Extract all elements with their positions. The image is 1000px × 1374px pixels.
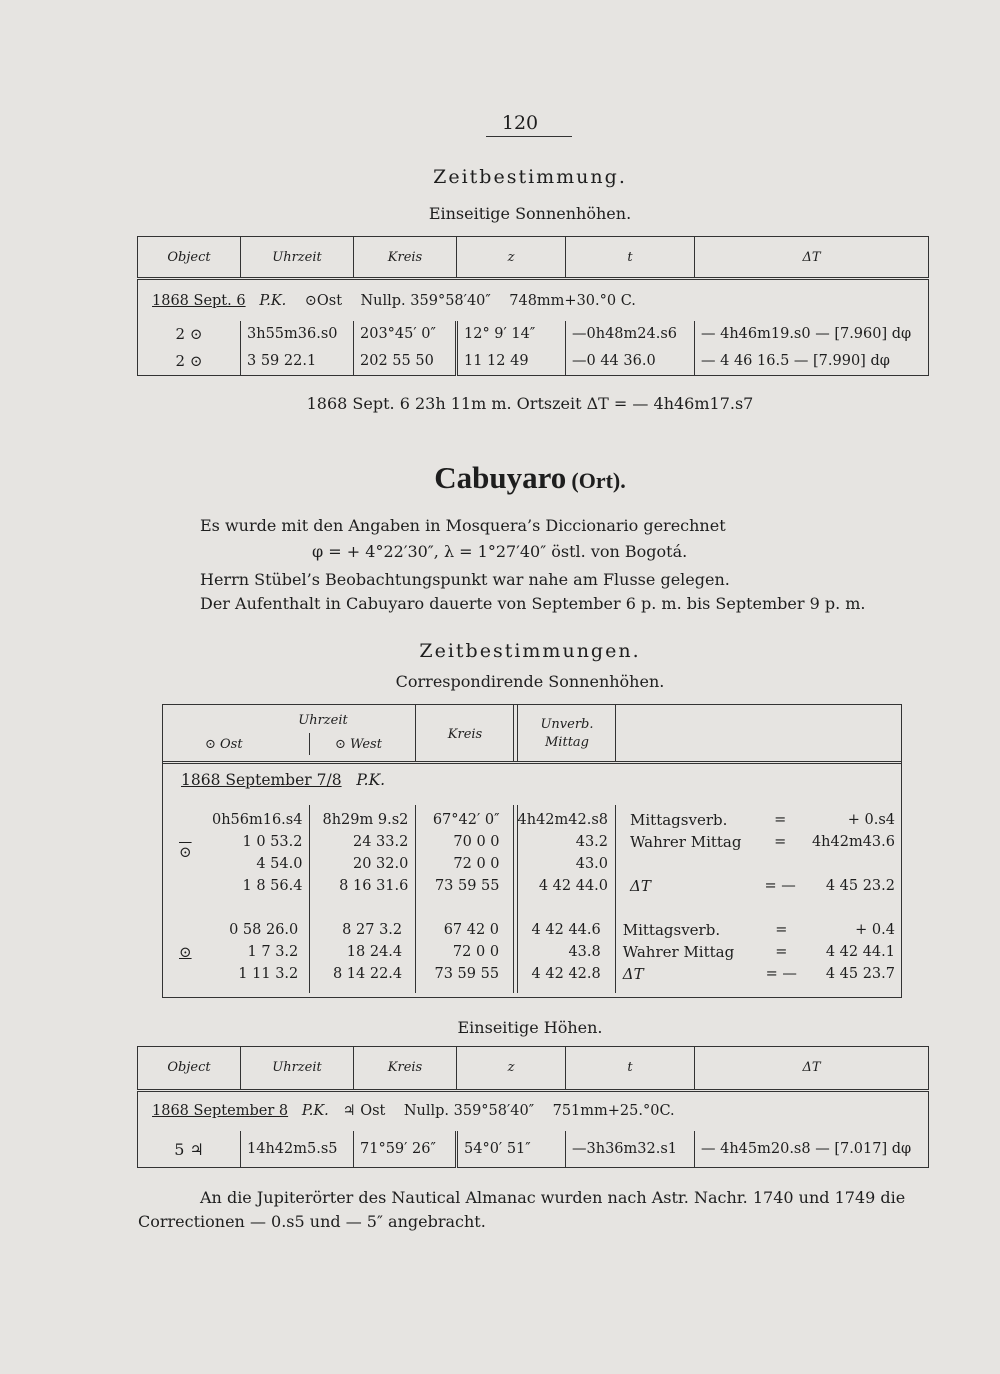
cell-value: 4 42 44.1	[825, 944, 895, 960]
cell-t: —0h48m24.s6	[566, 321, 695, 347]
page-number: 120	[501, 112, 539, 134]
s3-unverb-header: Unverb.	[540, 717, 594, 732]
cell-kreis: 73 59 55	[434, 878, 500, 894]
table-row	[203, 809, 901, 831]
cell-eq: =	[775, 922, 788, 938]
cell-eq: =	[774, 834, 787, 850]
cell-value: + 0.s4	[847, 812, 895, 828]
cell-mittag: 43.0	[575, 856, 609, 872]
table-row	[203, 831, 901, 853]
section1-title: Zeitbestimmung.	[433, 166, 627, 188]
cell-value	[806, 853, 901, 875]
col-uhrzeit: Uhrzeit	[241, 1047, 354, 1091]
cell-west: 18 24.4	[346, 944, 403, 960]
cell-eq	[755, 853, 806, 875]
divider	[513, 705, 518, 761]
cell-label: ΔT	[630, 877, 651, 895]
cell-label: ΔT	[622, 965, 644, 983]
cell-dt: — 4h45m20.s8 — [7.017] dφ	[701, 1141, 912, 1158]
s1-kreis-lage: ⊙Ost	[304, 292, 343, 309]
cell-eq: =	[774, 812, 787, 828]
cell-ost: 4 54.0	[256, 856, 303, 872]
s1-instrument: P.K.	[259, 292, 287, 309]
section1-result: 1868 Sept. 6 23h 11m m. Ortszeit ΔT = — 4h46m17.s7	[306, 394, 754, 413]
col-dt: ΔT	[802, 249, 821, 265]
cell-ost: 0 58 26.0	[229, 922, 299, 938]
cell-ost: 0h56m16.s4	[211, 812, 303, 828]
cell-dt: — 4h46m19.s0 — [7.960] dφ	[701, 326, 912, 343]
cell-value: 4h42m43.6	[811, 834, 895, 850]
cell-label: Wahrer Mittag	[630, 833, 742, 851]
table-row	[203, 941, 901, 963]
col-t: t	[566, 1047, 695, 1091]
col-z: z	[457, 237, 566, 279]
table-row	[138, 347, 929, 375]
cell-kreis: 202 55 50	[354, 347, 457, 375]
divider	[615, 705, 616, 761]
section3-table	[162, 704, 902, 998]
cell-z: 12° 9′ 14″	[457, 321, 566, 347]
cell-eq: = —	[765, 966, 797, 982]
cell-mittag: 43.2	[575, 834, 609, 850]
cell-label: Mittagsverb.	[622, 921, 721, 939]
cell-west: 8 14 22.4	[332, 966, 403, 982]
footer-line: Correctionen — 0.s5 und — 5″ angebracht.	[138, 1212, 486, 1231]
cell-kreis: 203°45′ 0″	[354, 321, 457, 347]
cell-value: 4 45 23.2	[825, 878, 895, 894]
section4-table	[137, 1046, 929, 1168]
s4-barometer: 751mm+25.°0C.	[552, 1103, 675, 1120]
cell-eq: = —	[764, 878, 796, 894]
cell-label	[616, 853, 755, 875]
cell-kreis: 72 0 0	[452, 944, 500, 960]
col-z: z	[457, 1047, 566, 1091]
cell-kreis: 73 59 55	[434, 966, 500, 982]
cell-mittag: 43.8	[568, 944, 601, 960]
cell-mittag: 4h42m42.s8	[517, 812, 609, 828]
cell-uhrzeit: 3h55m36.s0	[241, 321, 354, 347]
cell-ost: 1 11 3.2	[238, 966, 299, 982]
text-line: Herrn Stübel’s Beobachtungspunkt war nahe am Flusse gelegen.	[200, 570, 730, 589]
s1-barometer: 748mm+30.°0 C.	[509, 292, 636, 309]
section1-subtitle: Einseitige Sonnenhöhen.	[428, 204, 632, 223]
sun-symbol-lower-limb: ⊙	[179, 943, 192, 961]
table-row	[203, 963, 901, 985]
s4-nullpunkt: Nullp. 359°58′40″	[403, 1103, 535, 1120]
section1-table	[137, 236, 929, 376]
cell-mittag: 4 42 44.6	[531, 922, 601, 938]
cell-object: 2 ⊙	[138, 347, 241, 375]
page-number-rule	[486, 136, 572, 137]
col-object: Object	[138, 1047, 241, 1091]
table-row	[203, 919, 901, 941]
s3-uhrzeit-header: Uhrzeit	[298, 713, 348, 728]
cell-kreis: 67 42 0	[443, 922, 500, 938]
section3-title: Zeitbestimmungen.	[419, 640, 641, 662]
cell-kreis: 71°59′ 26″	[354, 1131, 457, 1167]
cell-mittag: 4 42 42.8	[531, 966, 601, 982]
s3-group2-table	[203, 919, 901, 985]
text-line: φ = + 4°22′30″, λ = 1°27′40″ östl. von Bogotá.	[312, 542, 688, 561]
cell-kreis: 70 0 0	[453, 834, 500, 850]
sun-symbol-upper-limb: ⊙	[179, 843, 192, 861]
cell-t: —0 44 36.0	[566, 347, 695, 375]
cell-ost: 1 8 56.4	[242, 878, 303, 894]
cell-object: 2 ⊙	[138, 321, 241, 347]
table-row	[203, 875, 901, 897]
cell-t: —3h36m32.s1	[566, 1131, 695, 1167]
cell-west: 20 32.0	[353, 856, 409, 872]
s3-ost-header: ⊙ Ost	[205, 737, 243, 752]
cell-west: 8 16 31.6	[339, 878, 409, 894]
s3-date-line	[181, 771, 385, 789]
place-title: Cabuyaro	[434, 460, 567, 495]
table-row	[138, 321, 929, 347]
s3-header	[163, 705, 901, 764]
cell-value: + 0.4	[855, 922, 895, 938]
s4-date: 1868 September 8	[152, 1103, 289, 1120]
s1-date: 1868 Sept. 6	[152, 292, 246, 309]
section3-subtitle: Correspondirende Sonnenhöhen.	[395, 672, 665, 691]
cell-kreis: 72 0 0	[453, 856, 500, 872]
s3-west-header: ⊙ West	[335, 737, 382, 752]
col-uhrzeit: Uhrzeit	[241, 237, 354, 279]
cell-west: 8h29m 9.s2	[322, 812, 409, 828]
cell-ost: 1 0 53.2	[242, 834, 303, 850]
s3-date: 1868 September 7/8	[181, 771, 342, 789]
divider	[309, 733, 310, 755]
text-line: Es wurde mit den Angaben in Mosquera’s Diccionario gerechnet	[200, 516, 726, 535]
cell-mittag: 4 42 44.0	[538, 878, 609, 894]
cell-uhrzeit: 3 59 22.1	[241, 347, 354, 375]
s3-kreis-header: Kreis	[447, 727, 483, 742]
cell-dt: — 4 46 16.5 — [7.990] dφ	[701, 353, 890, 370]
col-dt: ΔT	[802, 1060, 821, 1076]
col-kreis: Kreis	[354, 237, 457, 279]
place-title-suffix: (Ort).	[571, 468, 626, 493]
col-kreis: Kreis	[354, 1047, 457, 1091]
s4-kreis-lage: ♃ Ost	[342, 1103, 386, 1120]
cell-eq: =	[775, 944, 788, 960]
cell-ost: 1 7 3.2	[247, 944, 299, 960]
col-t: t	[566, 237, 695, 279]
cell-z: 54°0′ 51″	[457, 1131, 566, 1167]
table-row	[203, 853, 901, 875]
s4-instrument: P.K.	[301, 1103, 329, 1120]
cell-object: 5 ♃	[138, 1131, 241, 1167]
s3-group1-table	[203, 809, 901, 897]
s3-instrument: P.K.	[356, 771, 386, 789]
table-row	[138, 1131, 929, 1167]
cell-west: 24 33.2	[353, 834, 409, 850]
s1-nullpunkt: Nullp. 359°58′40″	[360, 292, 491, 309]
cell-uhrzeit: 14h42m5.s5	[241, 1131, 354, 1167]
section2-heading	[0, 460, 1000, 496]
col-object: Object	[138, 237, 241, 279]
cell-label: Wahrer Mittag	[622, 943, 735, 961]
cell-z: 11 12 49	[457, 347, 566, 375]
footer-line: An die Jupiterörter des Nautical Almanac wurden nach Astr. Nachr. 1740 und 1749 die	[200, 1188, 906, 1207]
cell-kreis: 67°42′ 0″	[432, 812, 500, 828]
cell-label: Mittagsverb.	[630, 811, 728, 829]
cell-value: 4 45 23.7	[825, 966, 895, 982]
section4-subtitle: Einseitige Höhen.	[457, 1018, 603, 1037]
s3-mittag-header: Mittag	[545, 735, 589, 750]
cell-west: 8 27 3.2	[342, 922, 403, 938]
text-line: Der Aufenthalt in Cabuyaro dauerte von September 6 p. m. bis September 9 p. m.	[200, 594, 866, 613]
